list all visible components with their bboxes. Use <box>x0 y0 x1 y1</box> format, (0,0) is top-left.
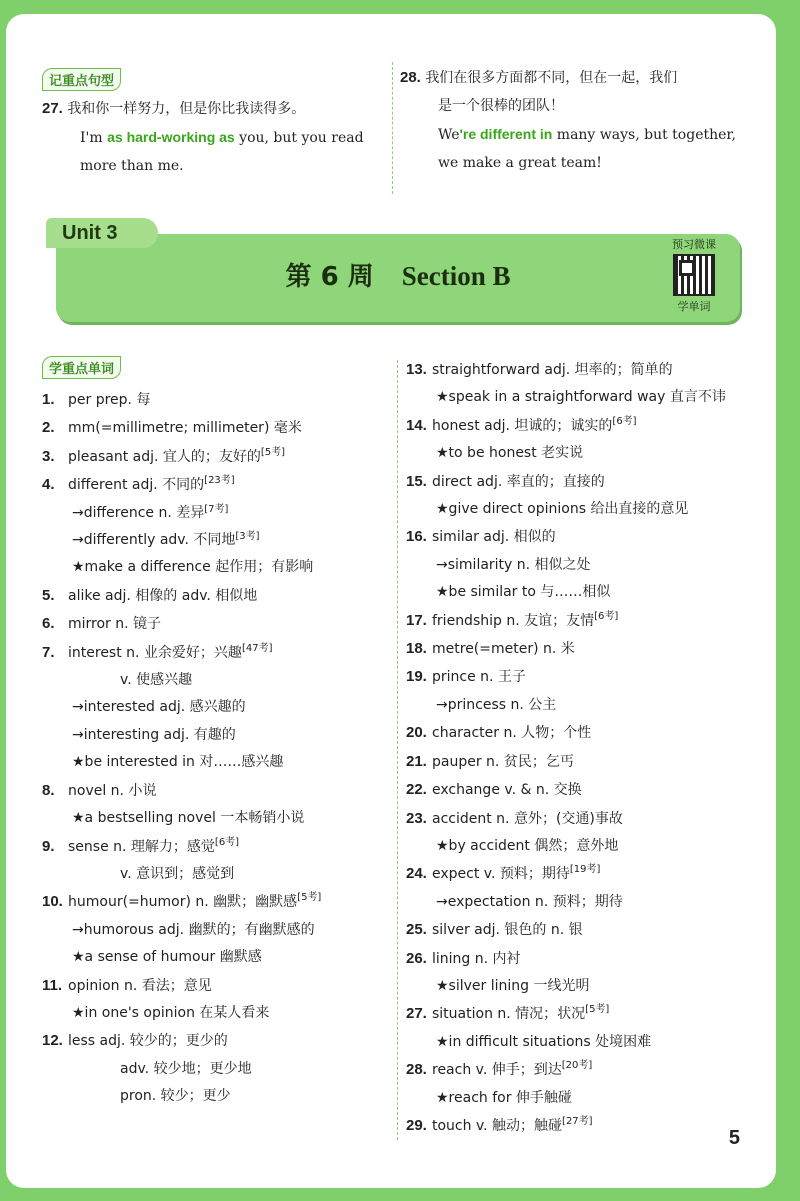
entry-number: 23. <box>406 809 427 827</box>
vocab-entry <box>406 607 766 635</box>
entry-text: silver adj. 银色的 n. 银 <box>432 922 583 939</box>
entry-number: 11. <box>42 976 63 994</box>
vocab-entry <box>406 412 766 440</box>
entry-number: 10. <box>42 893 63 911</box>
entry-text: accident n. 意外；(交通)事故 <box>432 810 623 827</box>
sentence-en-post: you, but you read <box>234 130 364 146</box>
unit-label: Unit 3 <box>46 218 158 248</box>
sentence-en-line2: more than me. <box>80 158 184 174</box>
vocab-entry <box>42 554 387 581</box>
entry-number: 22. <box>406 781 427 799</box>
entry-text: humour(=humor) n. 幽默；幽默感 <box>68 894 298 911</box>
entry-number: 25. <box>406 921 427 939</box>
entry-number: 14. <box>406 416 427 434</box>
entry-text: straightforward adj. 坦率的；简单的 <box>432 362 673 378</box>
vocab-entry <box>406 805 766 833</box>
qr-code[interactable] <box>658 236 730 314</box>
entry-text: ★by accident 偶然；意外地 <box>436 837 619 854</box>
vocab-entry <box>406 384 766 411</box>
entry-text: →princess n. 公主 <box>436 696 557 713</box>
entry-number: 1. <box>42 391 55 408</box>
vocab-entry <box>406 1056 766 1084</box>
key-sentence-27 <box>42 68 382 180</box>
exam-count-badge: [5考] <box>297 892 322 904</box>
vocab-entry <box>406 748 766 776</box>
entry-text: ★be similar to 与……相似 <box>436 584 611 601</box>
sentence-en-line2: we make a great team! <box>438 155 602 171</box>
entry-text: ★to be honest 老实说 <box>436 445 584 462</box>
entry-text: direct adj. 率直的；直接的 <box>432 473 605 490</box>
entry-number: 27. <box>406 1005 427 1023</box>
sentence-en-post: many ways, but together, <box>552 127 737 143</box>
page-number: 5 <box>728 1127 740 1149</box>
entry-text: prince n. 王子 <box>432 669 526 686</box>
banner-title <box>56 256 740 293</box>
vocab-tag: 学重点单词 <box>42 356 121 379</box>
vocab-entry <box>42 1056 387 1083</box>
entry-text: v. 意识到；感觉到 <box>120 865 235 882</box>
sentence-en-highlight: 're different in <box>459 126 553 142</box>
entry-text: ★speak in a straightforward way 直言不讳 <box>436 389 726 406</box>
entry-text: ★reach for 伸手触碰 <box>436 1089 572 1106</box>
entry-text: ★in difficult situations 处境困难 <box>436 1033 652 1050</box>
exam-count-badge: [7考] <box>204 503 229 515</box>
exam-count-badge: [20考] <box>561 1060 593 1072</box>
entry-text: pron. 较少；更少 <box>120 1088 231 1105</box>
exam-count-badge: [19考] <box>569 864 601 876</box>
entry-text: touch v. 触动；触碰 <box>432 1117 563 1134</box>
entry-text: opinion n. 看法；意见 <box>68 977 212 994</box>
sentence-cn: 我们在很多方面都不同，但在一起，我们 <box>425 70 678 86</box>
entry-text: similar adj. 相似的 <box>432 529 556 546</box>
exam-count-badge: [6考] <box>214 836 240 848</box>
exam-count-badge: [23考] <box>204 475 235 487</box>
sentence-en-pre: We <box>438 127 460 143</box>
entry-text: sense n. 理解力；感觉 <box>68 838 215 855</box>
entry-text: ★be interested in 对……感兴趣 <box>72 754 284 771</box>
vocab-entry <box>406 916 766 944</box>
entry-number: 16. <box>406 528 427 546</box>
entry-text: v. 使感兴趣 <box>120 672 193 689</box>
entry-number: 8. <box>42 781 55 799</box>
entry-text: ★in one's opinion 在某人看来 <box>72 1004 270 1021</box>
entry-text: →interesting adj. 有趣的 <box>72 726 236 743</box>
vocab-entry <box>406 973 766 1000</box>
vocab-entry <box>406 1112 766 1140</box>
entry-text: mm(=millimetre; millimeter) 毫米 <box>68 420 302 437</box>
section-banner <box>46 218 740 324</box>
key-sentence-28 <box>400 64 760 177</box>
page <box>6 14 776 1188</box>
exam-count-badge: [6考] <box>594 610 619 622</box>
entry-number: 5. <box>42 586 55 604</box>
entry-text: →humorous adj. 幽默的；有幽默感的 <box>72 921 315 938</box>
entry-text: interest n. 业余爱好；兴趣 <box>68 644 242 661</box>
entry-text: less adj. 较少的；更少的 <box>68 1033 228 1050</box>
vocab-entry <box>42 749 387 776</box>
vocab-entry <box>42 610 387 638</box>
entry-text: reach v. 伸手；到达 <box>432 1062 562 1079</box>
exam-count-badge: [27考] <box>562 1115 593 1127</box>
entry-text: →similarity n. 相似之处 <box>436 556 591 573</box>
entry-number: 12. <box>42 1032 63 1050</box>
entry-text: ★a bestselling novel 一本畅销小说 <box>72 810 305 827</box>
sentence-number: 28. <box>400 69 421 86</box>
entry-text: exchange v. & n. 交换 <box>432 782 582 799</box>
entry-text: metre(=meter) n. 米 <box>432 641 575 658</box>
entry-text: ★a sense of humour 幽默感 <box>72 949 262 966</box>
qr-bottom-label: 学单词 <box>677 300 711 313</box>
entry-number: 17. <box>406 611 427 629</box>
entry-number: 18. <box>406 640 427 658</box>
entry-number: 28. <box>406 1061 427 1079</box>
vocab-entry <box>42 861 387 888</box>
vocab-entry <box>406 1029 766 1056</box>
vocab-entry <box>406 945 766 973</box>
vocab-entry <box>42 972 387 1000</box>
entry-number: 13. <box>406 361 427 378</box>
exam-count-badge: [5考] <box>260 446 286 458</box>
entry-text: lining n. 内衬 <box>432 950 521 967</box>
entry-number: 2. <box>42 419 55 437</box>
section-label: Section B <box>401 261 511 291</box>
vocab-entry <box>406 776 766 804</box>
vocab-right-column <box>406 356 766 1140</box>
entry-number: 3. <box>42 447 55 465</box>
vocab-entry <box>42 582 387 610</box>
vocab-entry <box>406 1000 766 1028</box>
vocab-entry <box>406 468 766 496</box>
entry-text: →differently adv. 不同地 <box>72 532 236 549</box>
entry-number: 20. <box>406 724 427 742</box>
vocab-entry <box>42 1000 387 1027</box>
entry-number: 19. <box>406 668 427 686</box>
vocab-entry <box>42 917 387 944</box>
vocab-entry <box>42 443 387 471</box>
sentence-cn: 我和你一样努力，但是你比我读得多。 <box>67 101 306 117</box>
vocab-entry <box>42 722 387 749</box>
divider <box>397 360 398 1140</box>
entry-text: alike adj. 相像的 adv. 相似地 <box>68 587 258 604</box>
week-label: 第 6 周 <box>285 262 374 292</box>
entry-text: →difference n. 差异 <box>72 504 205 521</box>
vocab-entry <box>406 860 766 888</box>
vocab-entry <box>406 496 766 523</box>
entry-text: different adj. 不同的 <box>68 477 205 494</box>
divider <box>392 62 393 194</box>
vocab-entry <box>42 500 387 527</box>
vocab-entry <box>42 694 387 721</box>
vocab-entry <box>42 1083 387 1110</box>
entry-text: →interested adj. 感兴趣的 <box>72 699 246 716</box>
vocab-entry <box>42 527 387 554</box>
entry-number: 7. <box>42 643 55 661</box>
key-sentences-tag: 记重点句型 <box>42 68 121 91</box>
entry-number: 29. <box>406 1116 427 1134</box>
vocab-entry <box>406 356 766 384</box>
vocab-entry <box>42 471 387 499</box>
vocab-entry <box>42 667 387 694</box>
exam-count-badge: [3考] <box>235 531 260 543</box>
exam-count-badge: [5考] <box>585 1004 610 1016</box>
entry-text: per prep. 每 <box>68 392 151 408</box>
vocab-entry <box>42 1027 387 1055</box>
vocab-entry <box>406 552 766 579</box>
vocab-entry <box>42 944 387 971</box>
exam-count-badge: [6考] <box>612 415 637 427</box>
qr-top-label: 预习微课 <box>672 238 716 251</box>
vocab-entry <box>42 833 387 861</box>
entry-text: →expectation n. 预料；期待 <box>436 893 623 910</box>
vocab-entry <box>406 523 766 551</box>
entry-number: 26. <box>406 949 427 967</box>
vocab-entry <box>42 386 387 414</box>
entry-text: expect v. 预料；期待 <box>432 866 570 883</box>
entry-number: 6. <box>42 615 55 633</box>
vocab-entry <box>406 1085 766 1112</box>
entry-number: 9. <box>42 837 55 855</box>
entry-text: friendship n. 友谊；友情 <box>432 612 595 629</box>
vocab-entry <box>406 579 766 606</box>
sentence-cn-line2: 是一个很棒的团队！ <box>438 98 564 114</box>
vocab-entry <box>42 414 387 442</box>
banner-bar <box>56 234 740 322</box>
entry-text: ★make a difference 起作用；有影响 <box>72 559 314 576</box>
entry-text: ★give direct opinions 给出直接的意见 <box>436 501 689 518</box>
entry-text: situation n. 情况；状况 <box>432 1006 586 1023</box>
qr-code-icon[interactable] <box>673 254 715 296</box>
entry-text: pleasant adj. 宜人的；友好的 <box>68 448 261 465</box>
sentence-number: 27. <box>42 100 63 117</box>
vocab-entry <box>406 440 766 467</box>
entry-text: novel n. 小说 <box>68 782 157 799</box>
entry-number: 15. <box>406 472 427 490</box>
vocab-entry <box>406 833 766 860</box>
entry-text: character n. 人物；个性 <box>432 725 592 742</box>
entry-number: 21. <box>406 752 427 770</box>
vocab-entry <box>42 639 387 667</box>
vocab-entry <box>42 777 387 805</box>
entry-number: 4. <box>42 476 55 494</box>
sentence-en-highlight: as hard-working as <box>107 129 235 145</box>
entry-number: 24. <box>406 865 427 883</box>
vocab-entry <box>406 719 766 747</box>
entry-text: pauper n. 贫民；乞丐 <box>432 753 574 770</box>
vocab-left-column <box>42 386 387 1111</box>
sentence-en-pre: I'm <box>80 130 108 146</box>
vocab-entry <box>406 635 766 663</box>
vocab-entry <box>42 888 387 916</box>
entry-text: adv. 较少地；更少地 <box>120 1060 252 1077</box>
exam-count-badge: [47考] <box>241 642 273 654</box>
vocab-entry <box>406 889 766 916</box>
entry-text: ★silver lining 一线光明 <box>436 977 590 994</box>
vocab-entry <box>406 692 766 719</box>
vocab-entry <box>42 805 387 832</box>
entry-text: mirror n. 镜子 <box>68 616 162 633</box>
vocab-entry <box>406 663 766 691</box>
entry-text: honest adj. 坦诚的；诚实的 <box>432 417 613 434</box>
